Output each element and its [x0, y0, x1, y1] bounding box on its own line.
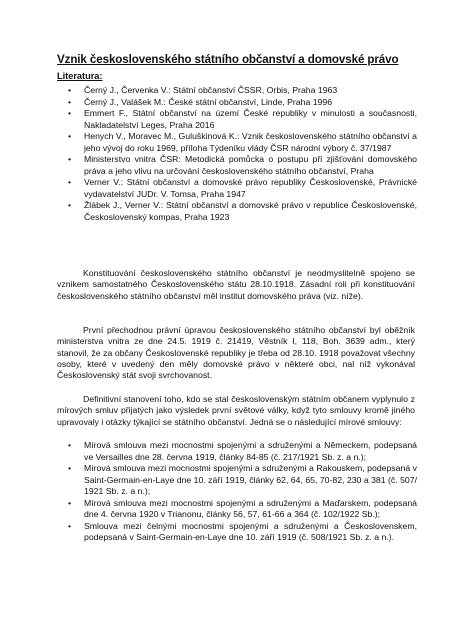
treaty-item: • Smlouva mezi čelnými mocnostmi spojenými a sdruženými a Československem, podepsaná v Saint-Germain-en-Laye dne 10. září 1919 (č. 508/1921 Sb. z. a n.). [57, 521, 417, 544]
reference-item: • Ministerstvo vnitra ČSR: Metodická pomůcka o postupu při zjišťování domovského práva a jeho vlivu na určování československého státního občanství, Praha [57, 154, 417, 177]
reference-item: • Žlábek J., Verner V.: Státní občanství a domovské právo v republice Československé, Československý kompas, Praha 1923 [57, 200, 417, 223]
reference-item: • Emmert F., Státní občanství na území České republiky v minulosti a současnosti, Nakladatelství Leges, Praha 2016 [57, 108, 417, 131]
treaty-item: • Mírová smlouva mezi mocnostmi spojenými a sdruženými a Maďarskem, podepsaná dne 4. června 1920 v Trianonu, články 56, 57, 61-66 a 364 (č. 102/1922 Sb.); [57, 498, 417, 521]
reference-item: • Henych V., Moravec M., Guluškinová K.: Vznik československého státního občanství a jeho vývoj do roku 1969, příloha Týdeníku vlády ČSR národní výbory č. 37/1987 [57, 131, 417, 154]
paragraph-first-regulation: První přechodnou právní úpravou československého státního občanství byl oběžník ministerstva vnitra ze dne 24.5. 1919 č. 21419, Věstník I, 118, Boh. 3639 adm., který stanovil, že za občany Československé republiky je třeba od 28.10. 1918 považovat všechny osoby, které v uvedený den měly domovské právo v některé obci, nal níž vykonával Československý stát svoji svrchovanost. [57, 325, 415, 381]
reference-item: • Černý J., Červenka V.: Státní občanství ČSSR, Orbis, Praha 1963 [57, 85, 417, 97]
reference-item: • Verner V.: Státní občanství a domovské právo republiky Československé, Právnické vydavatelství JUDr. V. Tomsa, Praha 1947 [57, 177, 417, 200]
treaty-item: • Mírová smlouva mezi mocnostmi spojenými a sdruženými a Rakouskem, podepsaná v Saint-Germain-en-Laye dne 10. září 1919, články 62, 64, 65, 70-82, 230 a 381 (č. 507/ 1921 Sb. z. a n.); [57, 463, 417, 498]
paragraph-definitive: Definitivní stanovení toho, kdo se stal československým státním občanem vyplynulo z mírových smluv přijatých jako výsledek první světové války, když tyto smlouvy kromě jiného upravovaly i otázky týkající se státního občanství. Jedná se o následující mírové smlouvy: [57, 394, 415, 427]
literature-heading: Literatura: [57, 71, 103, 81]
document-title: Vznik československého státního občanství a domovské právo [57, 53, 399, 66]
treaty-list [57, 440, 417, 544]
treaty-item: • Mírová smlouva mezi mocnostmi spojenými a sdruženými a Německem, podepsaná ve Versailles dne 28. června 1919, články 84-85 (č. 217/1921 Sb. z. a n.); [57, 440, 417, 463]
reference-item: • Černý J., Valášek M.: České státní občanství, Linde, Praha 1996 [57, 97, 417, 109]
paragraph-intro: Konstituování československého státního občanství je neodmyslitelně spojeno se vznikem samostatného Československého státu 28.10.1918. Zásadní roli při konstituování československého státního občanství měl institut domovského práva (viz. níže). [57, 268, 415, 301]
reference-list [57, 85, 417, 223]
